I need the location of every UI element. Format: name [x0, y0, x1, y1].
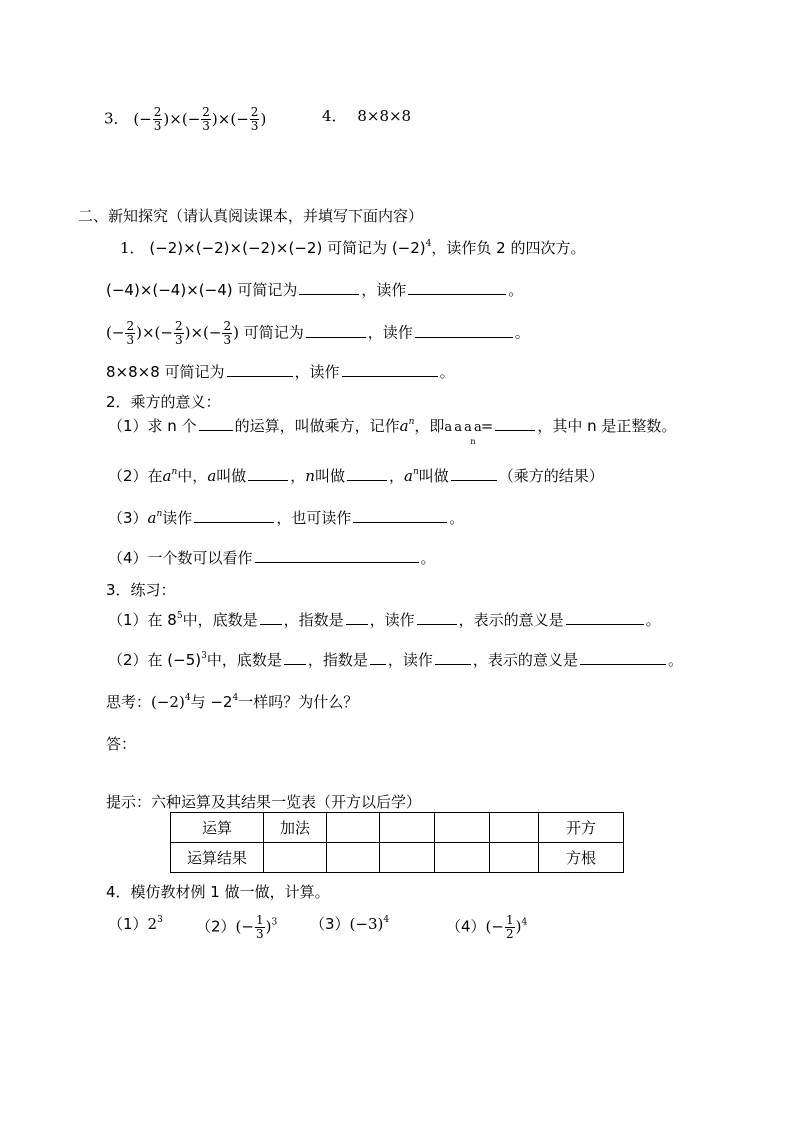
answer-blank[interactable] [342, 362, 438, 377]
answer-label: 答： [106, 735, 137, 753]
table-cell[interactable] [327, 843, 380, 873]
answer-blank[interactable] [260, 610, 282, 625]
point-3-1: （1）在 $8^5$中，底数是 ，指数是 ，读作 ，表示的意义是 。 [108, 611, 661, 629]
table-cell: 运算 [171, 813, 264, 843]
answer-blank[interactable] [417, 610, 457, 625]
table-cell[interactable] [490, 843, 539, 873]
fraction: $\frac{2}{3}$ [174, 319, 183, 347]
table-cell[interactable] [380, 813, 435, 843]
table-cell: 运算结果 [171, 843, 264, 873]
line-neg-two-thirds: (− $\frac{2}{3}$ )×(− $\frac{2}{3}$ )×(− $\frac{2}{3}$ ) 可简记为 ，读作 。 [106, 319, 530, 347]
answer-blank[interactable] [353, 508, 447, 523]
calc-3: $(3)(-3)^4$ [310, 915, 390, 933]
table-cell[interactable] [327, 813, 380, 843]
exercise-4-expr: 8×8×8 [357, 107, 412, 125]
point-1: 1． (−2)×(−2)×(−2)×(−2) 可简记为 $(-2)^4$，读作负 2 的四次方。 [120, 239, 586, 257]
point-4-title: 4．模仿教材例 1 做一做，计算。 [106, 883, 330, 901]
answer-blank[interactable] [495, 416, 535, 431]
fraction: $\frac{2}{3}$ [223, 319, 232, 347]
point-2-2: （2）在$a^n$中，a叫做 ，n叫做 ，$a^n$叫做 （乘方的结果） [108, 467, 604, 485]
answer-blank[interactable] [408, 280, 506, 295]
exercise-3-label: 3． [104, 109, 129, 128]
table-cell[interactable] [435, 813, 490, 843]
section-2-heading: 二、新知探究（请认真阅读课本，并填写下面内容） [78, 207, 424, 225]
calc-2: （2）(− $\frac{1}{3}$ )$^3$ [196, 913, 278, 941]
math-expression: (− $\frac{2}{3}$ )×(− $\frac{2}{3}$ )×(− $\frac{2}{3}$ ) [133, 105, 267, 133]
fraction: $\frac{1}{3}$ [255, 913, 264, 941]
calc-4: （4）(− $\frac{1}{2}$ )$^4$ [446, 913, 528, 941]
calc-1: $(1)2^3$ [108, 915, 163, 933]
exercise-4-label: 4． [322, 107, 347, 125]
answer-blank[interactable] [306, 323, 366, 338]
point-2-3: $(3)a^n$读作 ，也可读作 。 [108, 509, 465, 527]
fraction: $\frac{2}{3}$ [202, 105, 210, 133]
point-3-title: 3．练习： [106, 581, 176, 599]
operations-table [170, 812, 624, 873]
point-2-4: （4）一个数可以看作 。 [108, 549, 436, 567]
hint-title: 提示：六种运算及其结果一览表（开方以后学） [106, 793, 422, 811]
answer-blank[interactable] [370, 650, 386, 665]
table-cell[interactable] [264, 843, 327, 873]
table-cell: 加法 [264, 813, 327, 843]
answer-blank[interactable] [451, 466, 497, 481]
fraction: $\frac{2}{3}$ [250, 105, 259, 133]
answer-blank[interactable] [415, 323, 513, 338]
answer-blank[interactable] [227, 362, 293, 377]
think-question: 思考：$(-2)^4$与 $-2^4$一样吗？为什么？ [106, 693, 359, 711]
answer-blank[interactable] [435, 650, 471, 665]
answer-blank[interactable] [248, 466, 288, 481]
answer-blank[interactable] [566, 610, 644, 625]
fraction: $\frac{1}{2}$ [505, 913, 514, 941]
point-3-2: （2）在 $(-5)^3$中，底数是 ，指数是 ，读作 ，表示的意义是 。 [108, 651, 683, 669]
point-2-1: （1）求 n 个 的运算，叫做乘方，记作$a^n$，即a a a a n = ，其中 n 是正整数。 [108, 417, 677, 446]
line-eight-cubed: 8×8×8 可简记为 ，读作 。 [106, 363, 455, 381]
table-cell: 开方 [539, 813, 624, 843]
fraction: $\frac{2}{3}$ [153, 105, 162, 133]
table-cell[interactable] [435, 843, 490, 873]
table-row [171, 813, 624, 843]
fraction: $\frac{2}{3}$ [126, 319, 135, 347]
answer-blank[interactable] [346, 610, 368, 625]
table-row [171, 843, 624, 873]
table-cell[interactable] [490, 813, 539, 843]
table-cell: 方根 [539, 843, 624, 873]
exercise-4 [322, 106, 411, 126]
answer-blank[interactable] [199, 416, 233, 431]
answer-blank[interactable] [284, 650, 306, 665]
answer-blank[interactable] [299, 280, 359, 295]
answer-blank[interactable] [580, 650, 666, 665]
answer-blank[interactable] [347, 466, 387, 481]
product-expression: a a a a n [444, 420, 481, 446]
line-neg4: (−4)×(−4)×(−4) 可简记为 ，读作 。 [106, 281, 524, 299]
exercise-3 [104, 106, 266, 133]
answer-blank[interactable] [194, 508, 274, 523]
answer-blank[interactable] [255, 548, 419, 563]
point-2-title: 2．乘方的意义： [106, 393, 221, 411]
table-cell[interactable] [380, 843, 435, 873]
